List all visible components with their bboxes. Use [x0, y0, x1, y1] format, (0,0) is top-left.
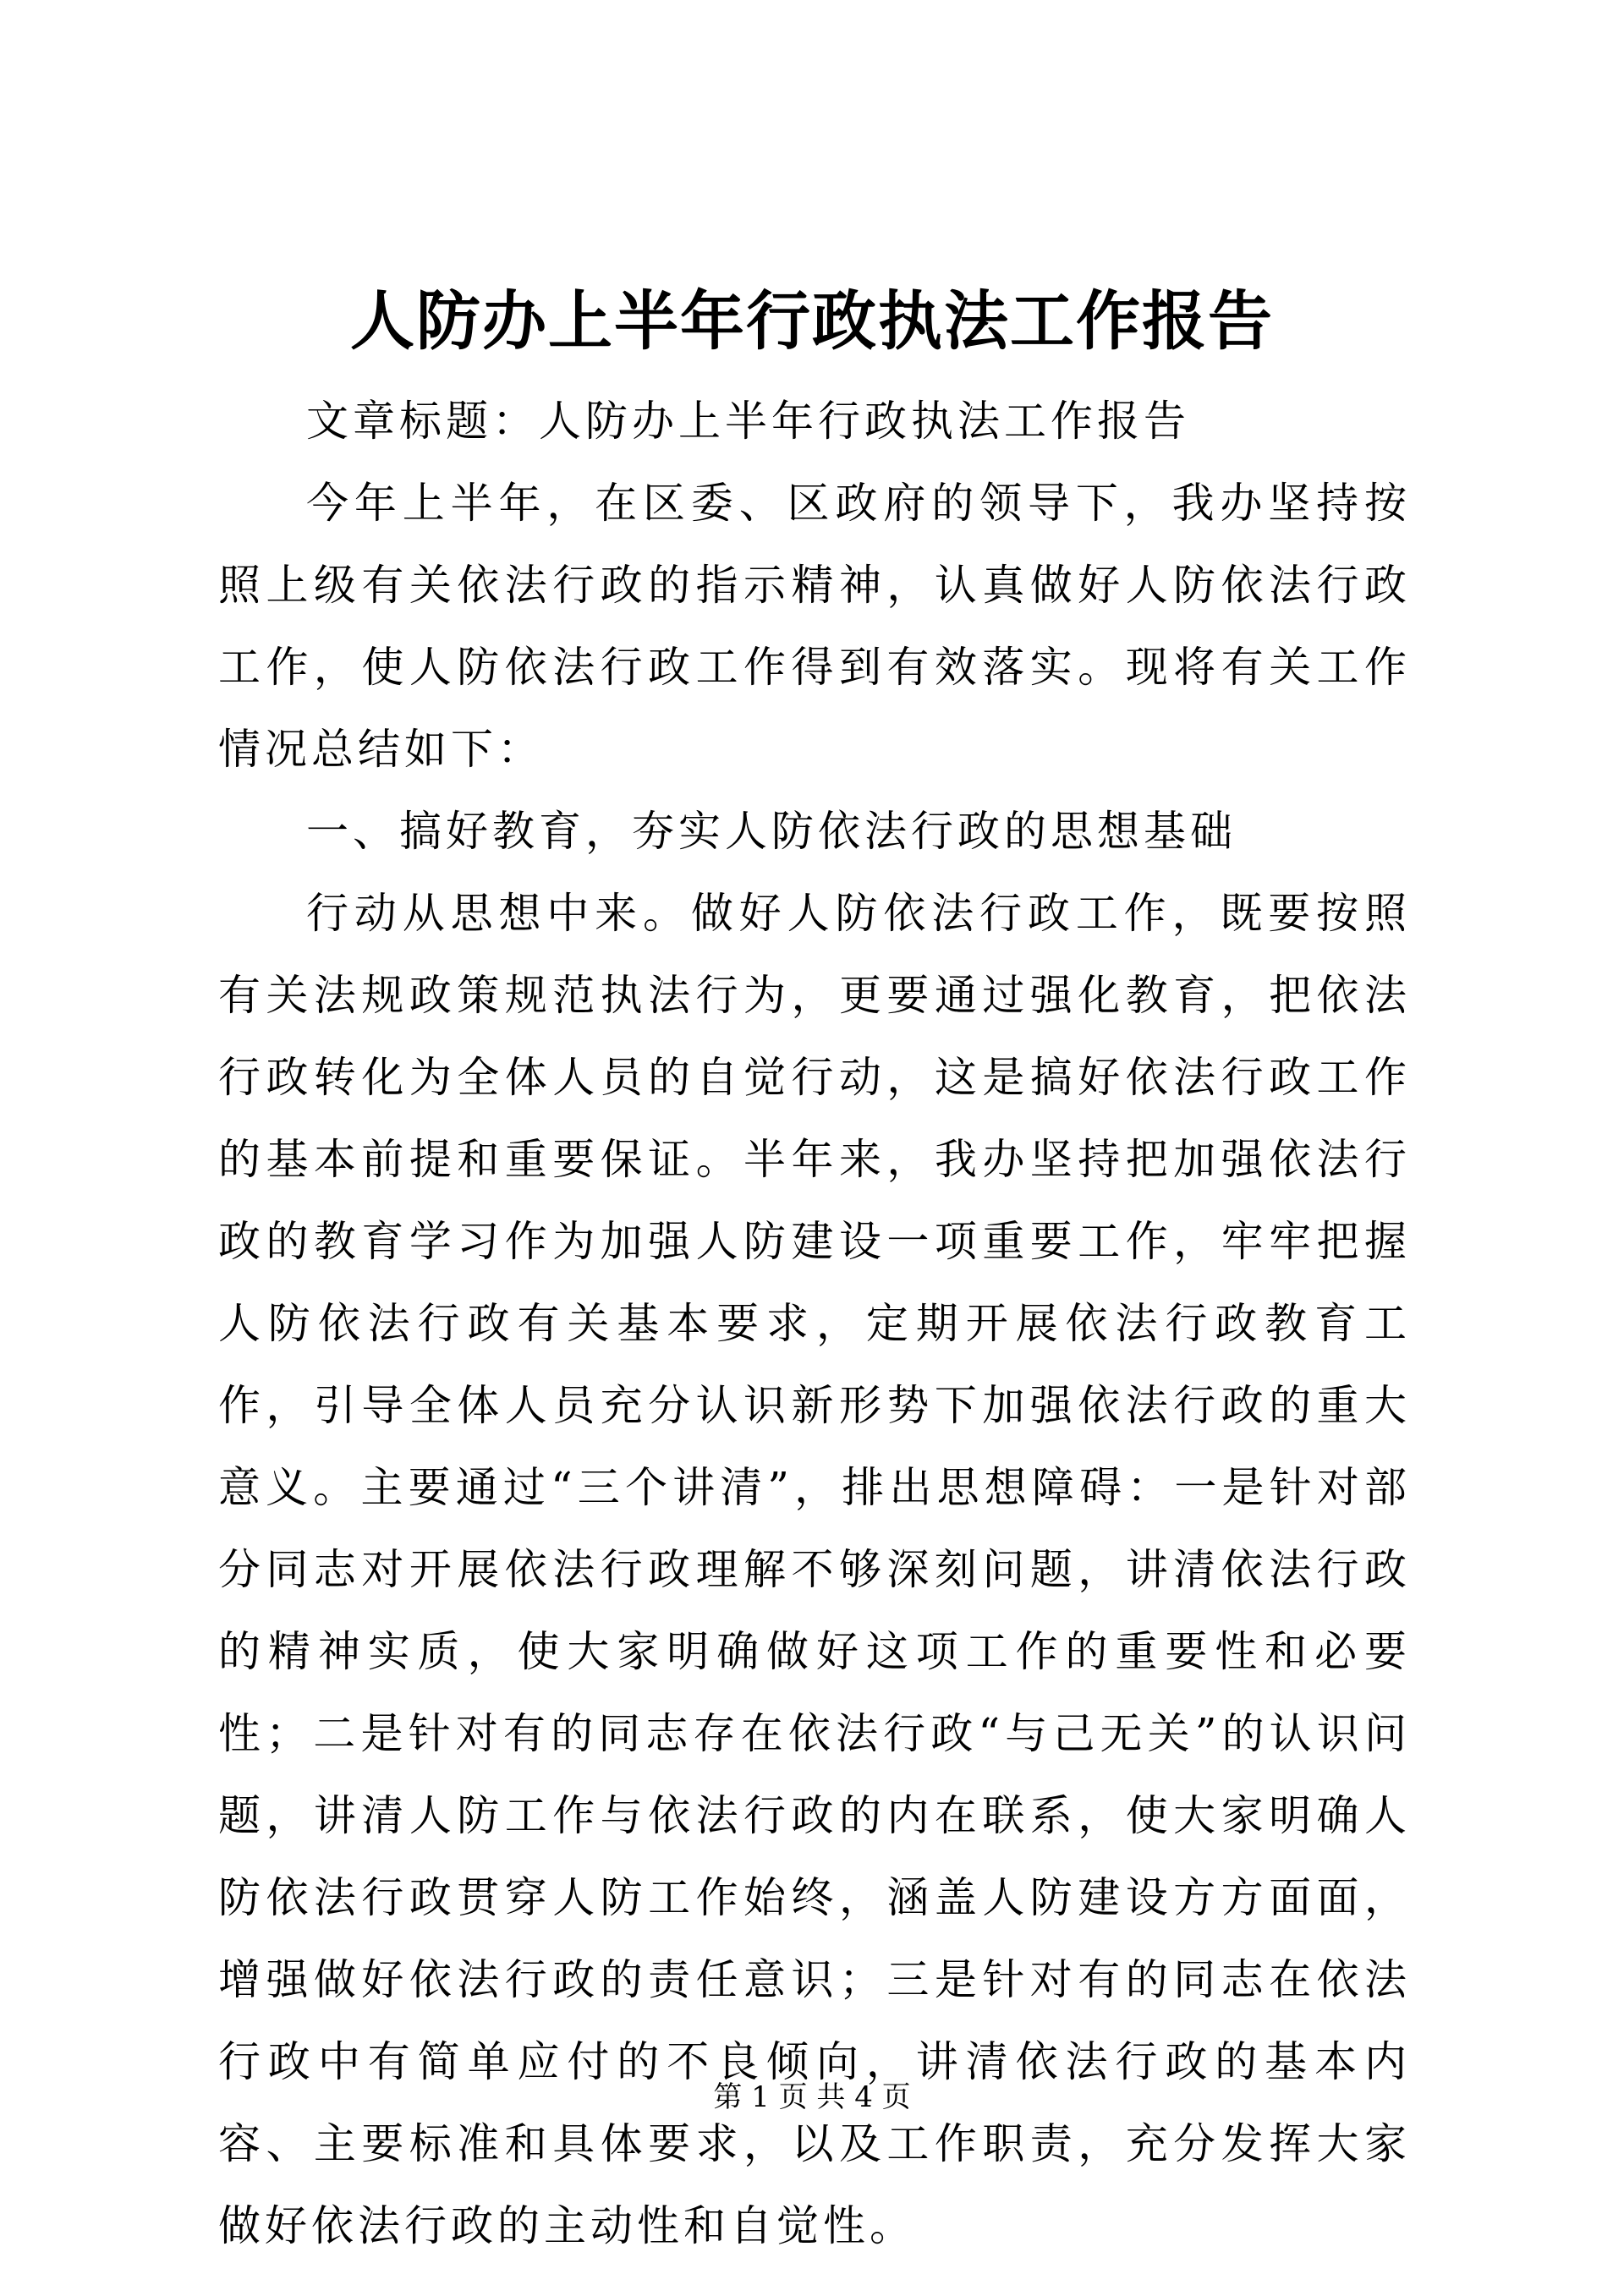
- paragraph-article-title: 文章标题：人防办上半年行政执法工作报告: [306, 397, 1190, 446]
- section-heading-1: 一、搞好教育，夯实人防依法行政的思想基础: [306, 807, 1237, 856]
- page-footer: 第 1 页 共 4 页: [713, 2080, 911, 2114]
- paragraph-section-1-body: 行动从思想中来。做好人防依法行政工作，既要按照有关法规政策规范执法行为，更要通过强化教育，把依法行政转化为全体人员的自觉行动，这是搞好依法行政工作的基本前提和重要保证。半年来，我办坚持把加强依法行政的教育学习作为加强人防建设一项重要工作，牢牢把握人防依法行政有关基本要求，定期开展依法行政教育工作，引导全体人员充分认识新形势下加强依法行政的重大意义。主要通过“三个讲清”，排出思想障碍：一是针对部分同志对开展依法行政理解不够深刻问题，讲清依法行政的精神实质，使大家明确做好这项工作的重要性和必要性；二是针对有的同志存在依法行政“与己无关”的认识问题，讲清人防工作与依法行政的内在联系，使大家明确人防依法行政贯穿人防工作始终，涵盖人防建设方方面面，增强做好依法行政的责任意识；三是针对有的同志在依法行政中有简单应付的不良倾向，讲清依法行政的基本内容、主要标准和具体要求，以及工作职责，充分发挥大家做好依法行政的主动性和自觉性。: [218, 889, 1411, 2250]
- document-body: [218, 381, 1411, 2267]
- paragraph-intro: 今年上半年，在区委、区政府的领导下，我办坚持按照上级有关依法行政的指示精神，认真做好人防依法行政工作，使人防依法行政工作得到有效落实。现将有关工作情况总结如下：: [218, 479, 1411, 774]
- page-title: 人防办上半年行政执法工作报告: [350, 283, 1274, 359]
